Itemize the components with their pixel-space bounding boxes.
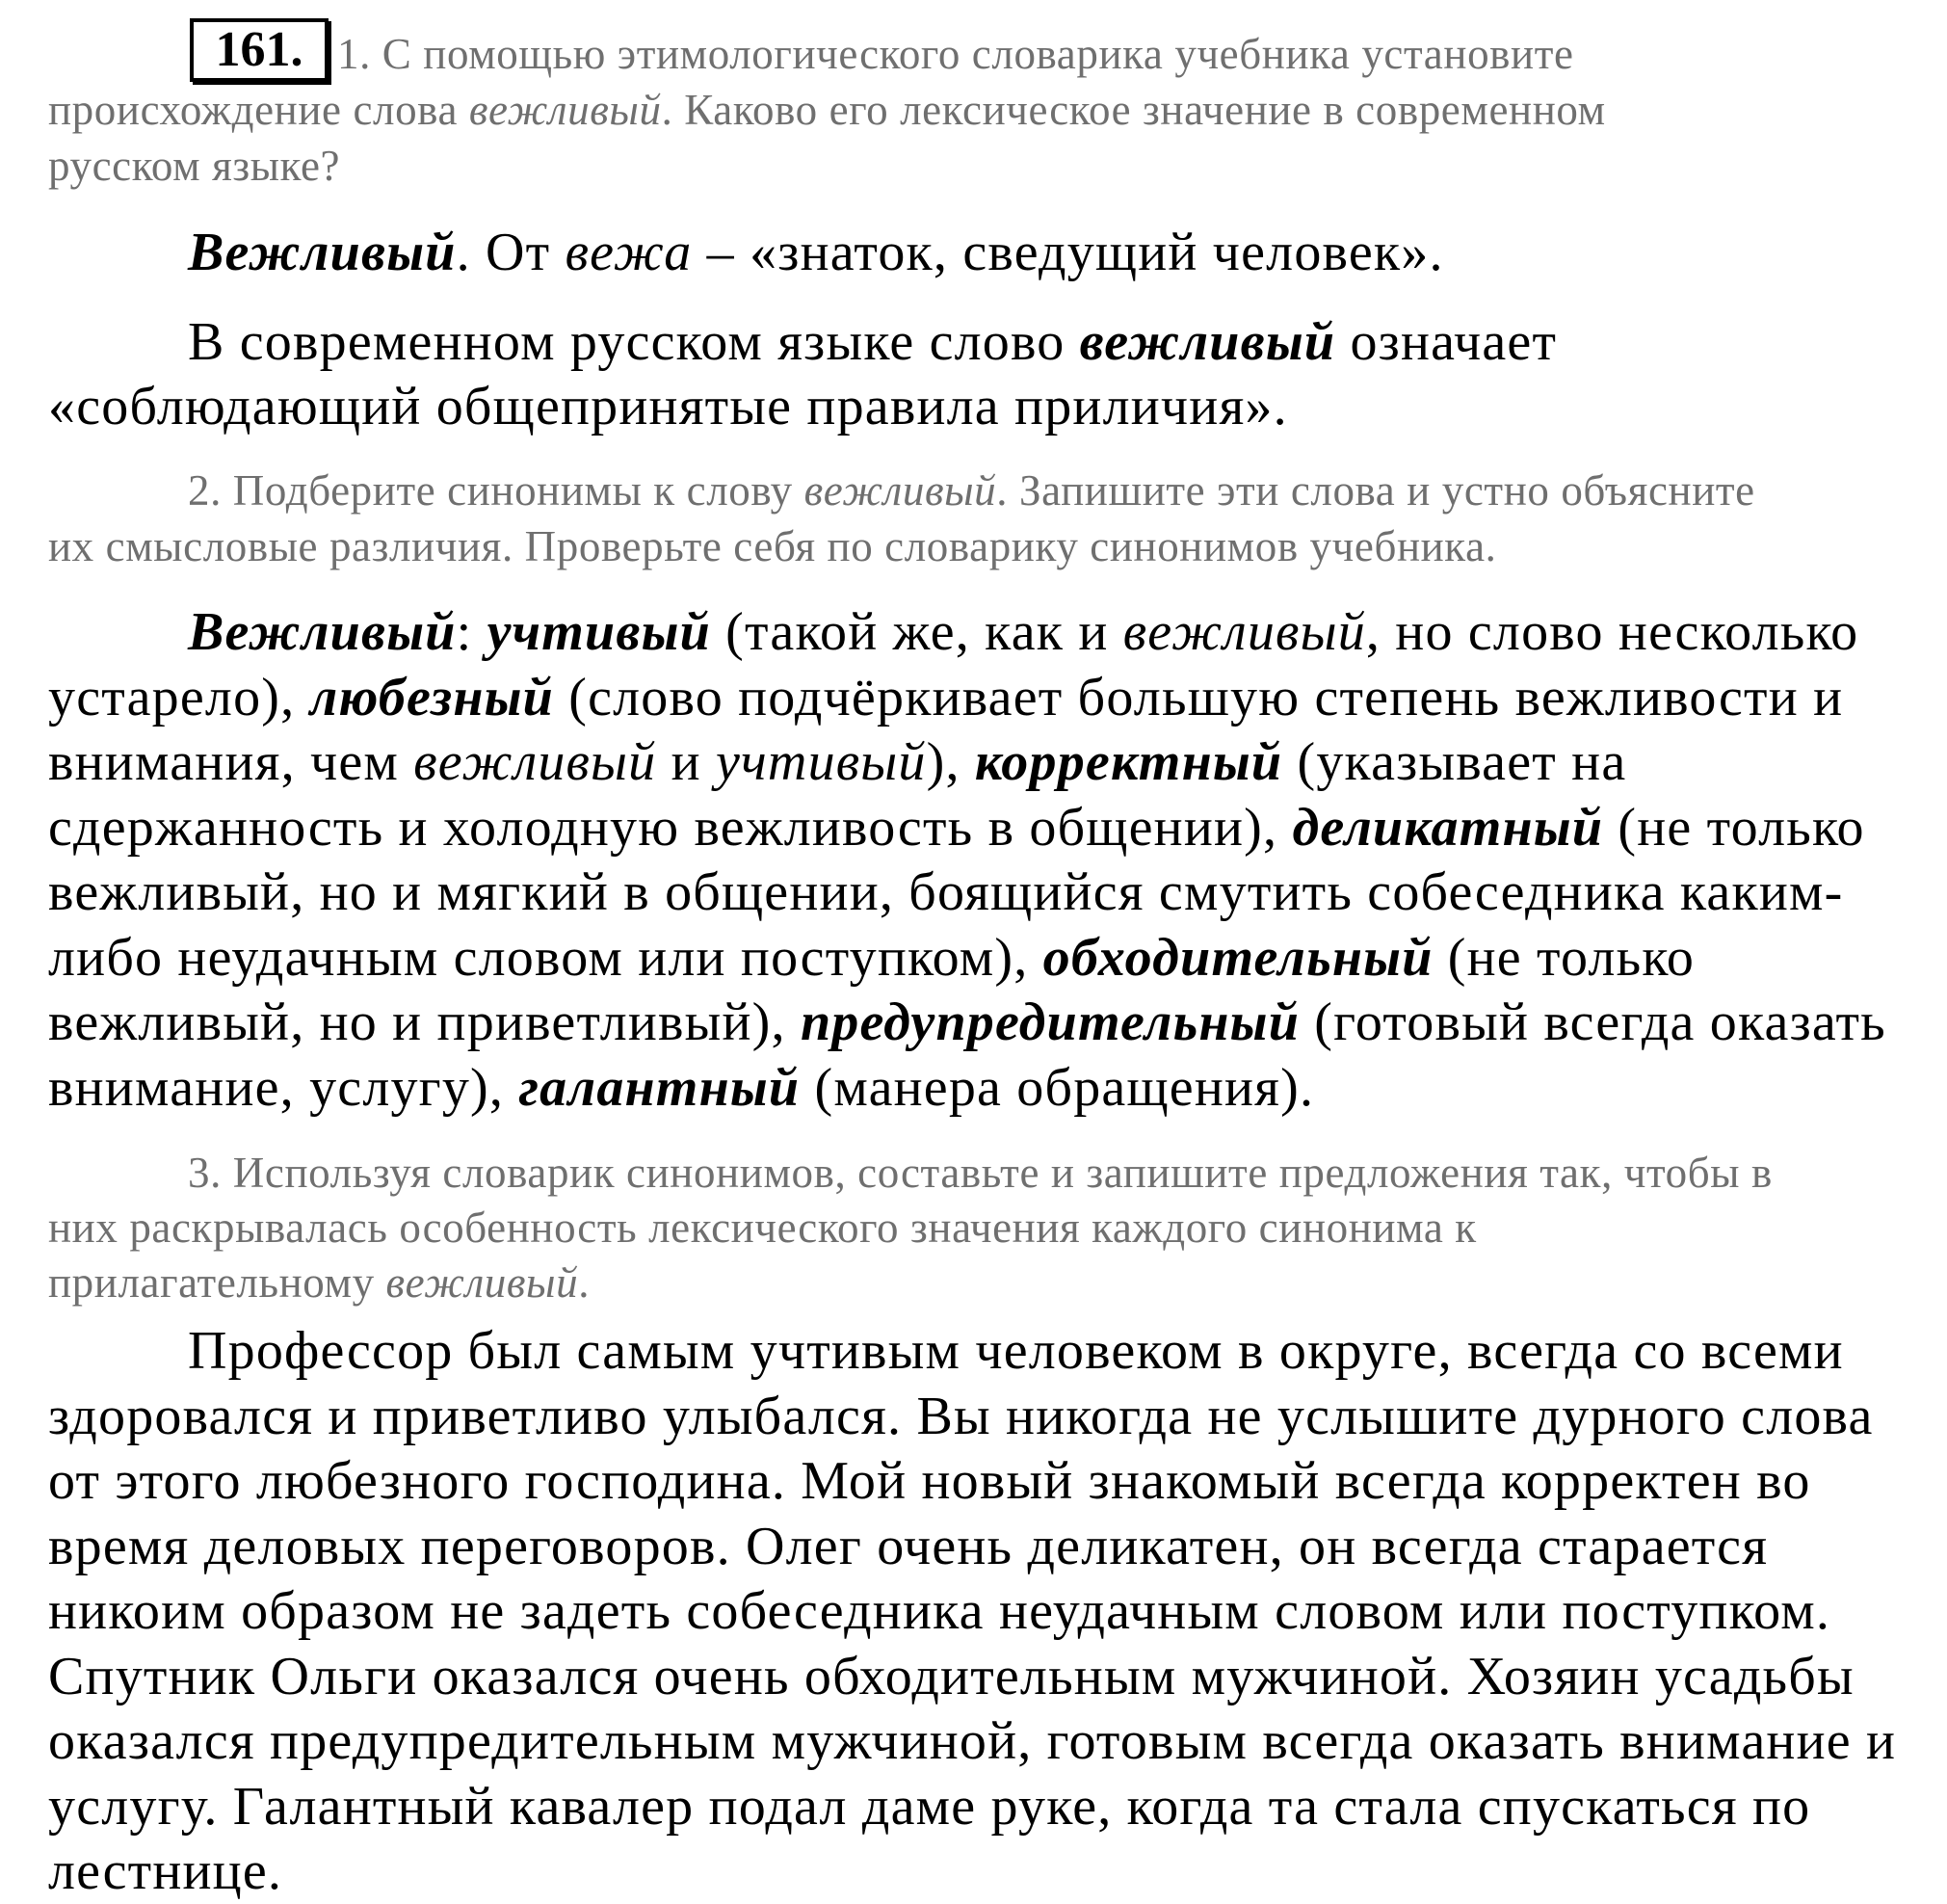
text-segment: (манера обращения). [800,1057,1315,1118]
text-segment: 2. Подберите синонимы к слову [188,466,804,515]
emphasized-word: галантный [518,1057,801,1118]
text-segment: . Запишите эти слова и устно объясните [996,466,1755,515]
italic-word: вежливый [385,1258,579,1307]
emphasized-word: предупредительный [800,992,1301,1052]
emphasized-word: деликатный [1292,797,1604,858]
exercise-number: 161. [190,18,329,82]
italic-word: вежливый [1122,602,1366,662]
text-segment: В современном русском языке слово [188,312,1080,372]
emphasized-word: Вежливый [188,602,457,662]
task-text-line [48,138,340,194]
text-segment: устарело), [48,667,310,727]
text-segment: : [456,602,487,662]
task-text-line [337,26,1574,82]
answer-text-line [48,1449,1811,1514]
text-segment: внимание, услугу), [48,1057,519,1118]
task-text-line [48,1200,1477,1256]
text-segment: ), [926,732,975,792]
emphasized-word: вежливый [1079,312,1336,372]
text-segment: либо неудачным словом или поступком), [48,927,1043,988]
answer-text-line [48,730,1626,795]
text-segment: вежливый, но и приветливый), [48,992,801,1052]
answer-text-line [48,1645,1855,1709]
answer-text-line [48,375,1288,439]
text-segment: услугу. Галантный кавалер подал даме руке, когда та стала спускаться по [48,1776,1811,1837]
answer-text-line [188,310,1557,375]
text-segment: . Каково его лексическое значение в современном [661,86,1606,134]
task-text-line [48,82,1606,138]
text-segment: (такой же, как и [710,602,1123,662]
text-segment: происхождение слова [48,86,469,134]
text-segment: (указывает на [1282,732,1627,792]
text-segment: время деловых переговоров. Олег очень деликатен, он всегда старается [48,1516,1769,1576]
answer-text-line [48,666,1843,730]
answer-text-line [48,1385,1874,1449]
text-segment: никоим образом не задеть собеседника неудачным словом или поступком. [48,1581,1831,1641]
answer-text-line [48,1709,1896,1774]
text-segment: (не только [1603,797,1865,858]
text-segment: 1. С помощью этимологического словарика учебника установите [337,30,1574,78]
italic-word: вежа [565,223,693,282]
text-segment: (не только [1433,927,1696,988]
emphasized-word: корректный [974,732,1283,792]
answer-text-line [48,796,1865,860]
text-segment: . [578,1258,591,1307]
answer-text-line [188,1319,1844,1384]
text-segment: вежливый, но и мягкий в общении, боящийся смутить собеседника каким- [48,862,1844,922]
answer-text-line [48,991,1886,1055]
text-segment: означает [1335,312,1558,372]
text-segment: здоровался и приветливо улыбался. Вы никогда не услышите дурного слова [48,1386,1874,1446]
emphasized-word: учтивый [487,602,711,662]
text-segment: (слово подчёркивает большую степень вежливости и [554,667,1844,727]
text-segment: 3. Используя словарик синонимов, составьте и запишите предложения так, чтобы в [188,1149,1773,1197]
text-segment: прилагательному [48,1258,386,1307]
text-segment: сдержанность и холодную вежливость в общении), [48,797,1293,858]
answer-text-line [188,600,1858,665]
task-text-line [48,1255,590,1310]
text-segment: и [656,732,716,792]
italic-word: учтивый [715,732,927,792]
text-segment: их смысловые различия. Проверьте себя по словарику синонимов учебника. [48,522,1497,570]
italic-word: вежливый [803,466,997,515]
answer-text-line [48,1839,282,1904]
text-segment: внимания, чем [48,732,414,792]
answer-text-line [48,926,1695,991]
answer-text-line [48,1056,1314,1121]
text-segment: оказался предупредительным мужчиной, готовым всегда оказать внимание и [48,1711,1897,1771]
answer-text-line [48,1515,1768,1579]
emphasized-word: Вежливый [188,223,457,282]
text-segment: «соблюдающий общепринятые правила приличия». [48,377,1288,436]
italic-word: вежливый [468,86,662,134]
text-segment: них раскрывалась особенность лексического значения каждого синонима к [48,1203,1477,1252]
text-segment: – «знаток, сведущий человек». [692,223,1444,282]
answer-text-line [48,860,1844,925]
task-text-line [48,518,1497,574]
text-segment: (готовый всегда оказать [1300,992,1886,1052]
emphasized-word: обходительный [1042,927,1434,988]
task-text-line [188,463,1755,518]
text-segment: , но слово несколько [1365,602,1859,662]
text-segment: . От [456,223,566,282]
text-segment: от этого любезного господина. Мой новый знакомый всегда корректен во [48,1451,1811,1511]
task-text-line [188,1145,1773,1201]
text-segment: Профессор был самым учтивым человеком в округе, всегда со всеми [188,1321,1844,1381]
answer-text-line [188,221,1444,285]
emphasized-word: любезный [309,667,555,727]
text-segment: Спутник Ольги оказался очень обходительным мужчиной. Хозяин усадьбы [48,1646,1855,1706]
answer-text-line [48,1775,1810,1839]
italic-word: вежливый [413,732,657,792]
text-segment: русском языке? [48,142,341,190]
text-segment: лестнице. [48,1841,283,1901]
answer-text-line [48,1579,1830,1644]
